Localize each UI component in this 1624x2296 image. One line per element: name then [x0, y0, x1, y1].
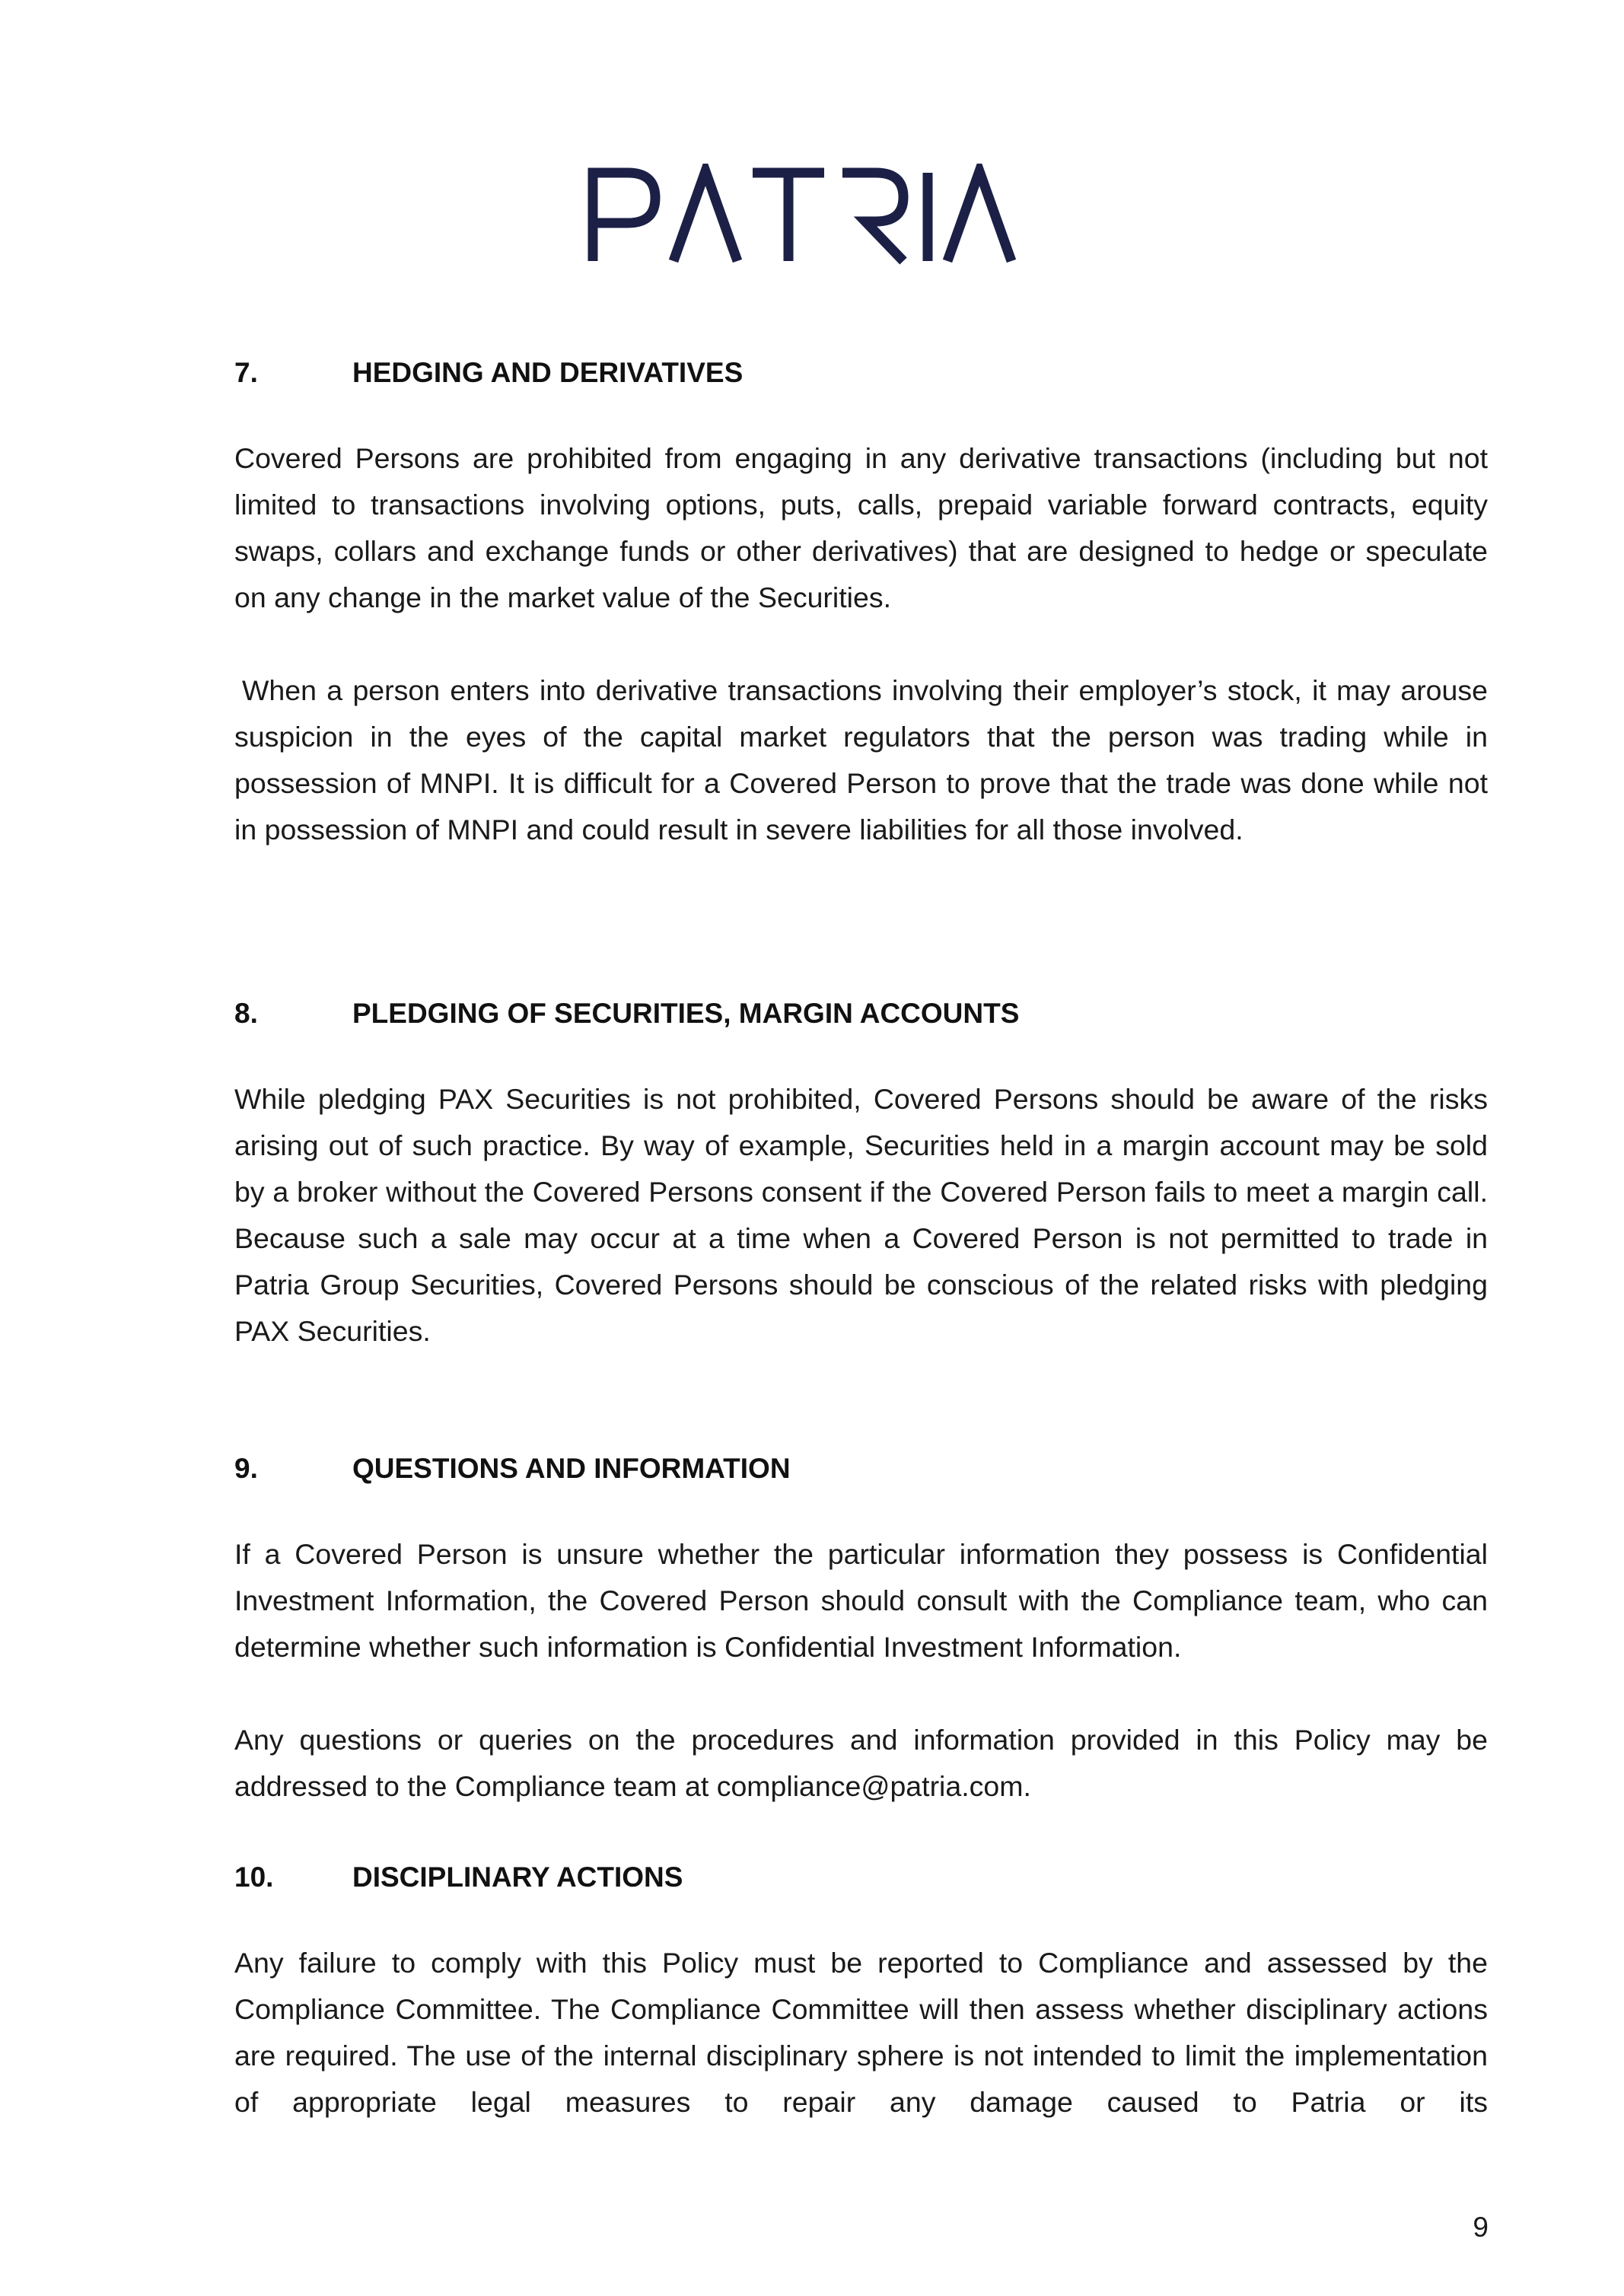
section-heading: [234, 352, 1488, 394]
patria-logo: [0, 164, 1624, 266]
section-number: 8.: [234, 998, 258, 1029]
section-number: 10.: [234, 1861, 274, 1893]
section-number: 9.: [234, 1453, 258, 1484]
section-title: PLEDGING OF SECURITIES, MARGIN ACCOUNTS: [352, 998, 1020, 1029]
document-body: [234, 352, 1488, 2126]
section-hedging-derivatives: [234, 352, 1488, 853]
section-title: QUESTIONS AND INFORMATION: [352, 1453, 791, 1484]
paragraph: If a Covered Person is unsure whether the particular information they possess is Confidential Investment Information, the Covered Person should consult with the Compliance team, who can determine whether such information is Confidential Investment Information.: [234, 1538, 1488, 1663]
section-disciplinary-actions: [234, 1856, 1488, 2126]
paragraph: Any failure to comply with this Policy must be reported to Compliance and assessed by the Compliance Committee. The Compliance Committee will then assess whether disciplinary actions are required. The use of the internal disciplinary sphere is not intended to limit the implementation of appropriate legal measures to repair any damage caused to Patria or its: [234, 1947, 1488, 2118]
paragraph: Any questions or queries on the procedures and information provided in this Policy may be addressed to the Compliance team at compliance@patria.com.: [234, 1724, 1488, 1802]
section-questions-information: [234, 1447, 1488, 1810]
paragraph: When a person enters into derivative transactions involving their employer’s stock, it may arouse suspicion in the eyes of the capital market regulators that the person was trading while in possession of MNPI. It is difficult for a Covered Person to prove that the trade was done while not in possession of MNPI and could result in severe liabilities for all those involved.: [234, 674, 1488, 845]
section-title: DISCIPLINARY ACTIONS: [352, 1861, 683, 1893]
section-heading: [234, 1447, 1488, 1490]
section-pledging-securities: [234, 992, 1488, 1355]
section-number: 7.: [234, 357, 258, 388]
section-title: HEDGING AND DERIVATIVES: [352, 357, 744, 388]
paragraph: Covered Persons are prohibited from engaging in any derivative transactions (including but not limited to transactions involving options, puts, calls, prepaid variable forward contracts, equity swaps, collars and exchange funds or other derivatives) that are designed to hedge or speculate on any change in the market value of the Securities.: [234, 442, 1488, 613]
patria-logo-mark: [584, 164, 1040, 266]
paragraph: While pledging PAX Securities is not prohibited, Covered Persons should be aware of the risks arising out of such practice. By way of example, Securities held in a margin account may be sold by a broker without the Covered Persons consent if the Covered Person fails to meet a margin call. Because such a sale may occur at a time when a Covered Person is not permitted to trade in Patria Group Securities, Covered Persons should be conscious of the related risks with pledging PAX Securities.: [234, 1083, 1488, 1347]
section-heading: [234, 1856, 1488, 1899]
page-number: 9: [1473, 2212, 1489, 2243]
section-heading: [234, 992, 1488, 1035]
